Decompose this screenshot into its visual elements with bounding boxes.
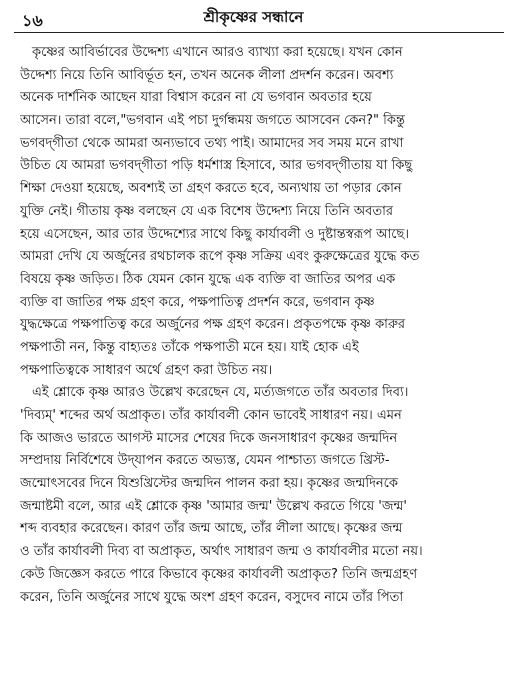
text-line: পক্ষপাতিত্বকে সাধারণ অর্থে গ্রহণ করা উচিত নয়। <box>20 362 273 378</box>
text-line: বিষয়ে কৃষ্ণ জড়িত। ঠিক যেমন কোন যুদ্ধে এক ব্যক্তি বা জাতির অপর এক <box>20 271 396 287</box>
text-line: ভগবদ্‌গীতা থেকে আমরা অন্যভাবে তথ্য পাই। আমাদের সব সময় মনে রাখা <box>20 135 404 151</box>
text-line: ব্যক্তি বা জাতির পক্ষ গ্রহণ করে, পক্ষপাতিত্ব প্রদর্শন করে, ভগবান কৃষ্ণ <box>20 294 375 310</box>
page-header <box>0 4 507 30</box>
text-line: আসেন। তারা বলে,"ভগবান এই পচা দুর্গন্ধময় জগতে আসবেন কেন?" কিন্তু <box>20 113 405 129</box>
text-line: সম্প্রদায় নির্বিশেষে উদ্‌যাপন করতে অভ্যস্ত, যেমন পাশ্চাত্য জগতে খ্রিস্ট- <box>20 453 390 469</box>
text-line: যুক্তি নেই। গীতায় কৃষ্ণ বলছেন যে এক বিশেষ উদ্দেশ্য নিয়ে তিনি অবতার <box>20 203 394 219</box>
text-line: কি আজও ভারতে আগস্ট মাসের শেষের দিকে জনসাধারণ কৃষ্ণের জন্মদিন <box>20 430 398 446</box>
text-line: হয়ে এসেছেন, আর তার উদ্দেশ্যের সাথে কিছু কার্যাবলী ও দুষ্টান্তস্বরূপ আছে। <box>20 226 410 242</box>
text-line: এই শ্লোকে কৃষ্ণ আরও উল্লেখ করেছেন যে, মর্ত্যজগতে তাঁর অবতার দিব্য। <box>32 385 409 401</box>
text-line: শিক্ষা দেওয়া হয়েছে, অবশ্যই তা গ্রহণ করতে হবে, অন্যথায় তা পড়ার কোন <box>20 181 402 197</box>
text-line: আমরা দেখি যে অর্জুনের রথচালক রূপে কৃষ্ণ সক্রিয় এবং কুরুক্ষেত্রের যুদ্ধে কত <box>20 249 420 265</box>
paragraph-2 <box>20 382 500 609</box>
header-rule <box>14 32 504 33</box>
text-line: জন্মাষ্টমী বলে, আর এই শ্লোকে কৃষ্ণ 'আমার জন্ম' উল্লেখ করতে গিয়ে 'জন্ম' <box>20 498 407 514</box>
text-line: অনেক দার্শনিক আছেন যারা বিশ্বাস করেন না যে ভগবান অবতার হয়ে <box>20 90 372 106</box>
text-line: শব্দ ব্যবহার করেছেন। কারণ তাঁর জন্ম আছে, তাঁর লীলা আছে। কৃষ্ণের জন্ম <box>20 521 403 537</box>
text-line: জন্মোৎসবের দিনে যিশুখ্রিস্টের জন্মদিন পালন করা হয়। কৃষ্ণের জন্মদিনকে <box>20 476 398 492</box>
text-line: যুদ্ধক্ষেত্রে পক্ষপাতিত্ব করে অর্জুনের পক্ষ গ্রহণ করেন। প্রকৃতপক্ষে কৃষ্ণ কারুর <box>20 317 406 333</box>
page-number: ১৬ <box>22 11 43 30</box>
text-line: পক্ষপাতী নন, কিন্তু বাহ্যতঃ তাঁকে পক্ষপাতী মনে হয়। যাই হোক এই <box>20 339 359 355</box>
text-line: করেন, তিনি অর্জুনের সাথে যুদ্ধে অংশ গ্রহণ করেন, বসুদেব নামে তাঁর পিতা <box>20 589 404 605</box>
text-line: উচিত যে আমরা ভগবদ্‌গীতা পড়ি ধর্মশাস্ত্র হিসাবে, আর ভগবদ্‌গীতায় যা কিছু <box>20 158 413 174</box>
body-text <box>20 42 500 609</box>
paragraph-1 <box>20 42 500 382</box>
text-line: ও তাঁর কার্যাবলী দিব্য বা অপ্রাকৃত, অর্থাৎ সাধারণ জন্ম ও কার্যাবলীর মতো নয়। <box>20 544 423 560</box>
running-title: শ্রীকৃষ্ণের সন্ধানে <box>203 8 304 26</box>
text-line: কেউ জিজ্ঞেস করতে পারে কিভাবে কৃষ্ণের কার্যাবলী অপ্রাকৃত? তিনি জন্মগ্রহণ <box>20 566 418 582</box>
text-line: উদ্দেশ্য নিয়ে তিনি আবির্ভূত হন, তখন অনেক লীলা প্রদর্শন করেন। অবশ্য <box>20 67 394 83</box>
text-line: 'দিব্যম্' শব্দের অর্থ অপ্রাকৃত। তাঁর কার্যাবলী কোন ভাবেই সাধারণ নয়। এমন <box>20 408 402 423</box>
text-line: কৃষ্ণের আবির্ভাবের উদ্দেশ্য এখানে আরও ব্যাখ্যা করা হয়েছে। যখন কোন <box>32 45 403 60</box>
